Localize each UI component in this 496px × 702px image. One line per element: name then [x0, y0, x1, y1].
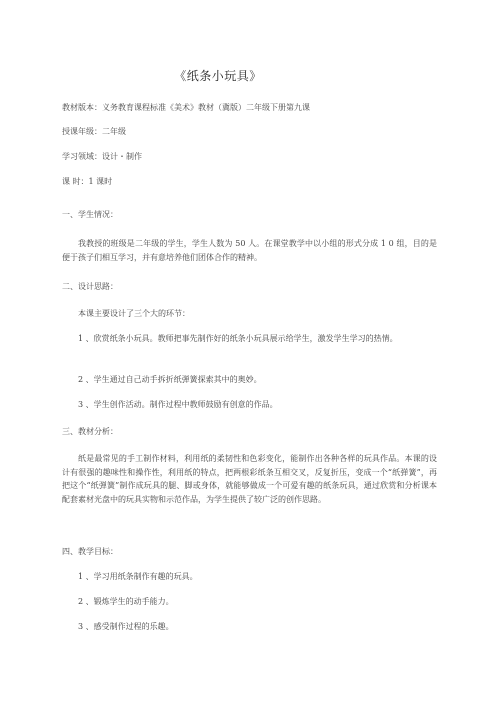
section-text-material: 纸是最常见的手工制作材料，利用纸的柔韧性和色彩变化，能制作出各种各样的玩具作品。本课的设计有很强的趣味性和操作性，利用纸的特点，把两根彩纸条互相交叉，反复折压，变成一个“纸弹簧”，再把这个“纸弹簧”制作成玩具的腿、脚或身体，就能够做成一个可爱有趣的纸条玩具，通过欣赏和分析课本配套素材光盘中的玩具实物和示范作品，为学生提供了较广泛的创作思路。	[62, 454, 437, 504]
design-item-1: 1 、欣赏纸条小玩具。教师把事先制作好的纸条小玩具展示给学生，激发学生学习的热情。	[78, 334, 398, 343]
design-item-3: 3 、学生创作活动。制作过程中教师鼓励有创意的作品。	[78, 400, 278, 409]
meta-grade: 授课年级：二年级	[62, 127, 126, 136]
section-text-students: 我教授的班级是二年级的学生，学生人数为 50 人。在课堂教学中以小组的形式分成 1 0 组，目的是便于孩子们相互学习，并有意培养他们团体合作的精神。	[62, 239, 437, 262]
design-intro: 本课主要设计了三个大的环节：	[78, 309, 190, 318]
document-title: 《纸条小玩具》	[174, 69, 262, 83]
meta-hours: 课 时：1 课时	[62, 177, 113, 186]
section-heading-goals: 四、教学目标：	[62, 547, 118, 556]
meta-domain: 学习领域：设计・制作	[62, 152, 142, 161]
goal-item-1: 1 、学习用纸条制作有趣的玩具。	[78, 572, 198, 581]
design-item-2: 2 、学生通过自己动手拆折纸弹簧探索其中的奥妙。	[78, 375, 262, 384]
section-heading-students: 一、学生情况：	[62, 210, 118, 219]
section-heading-design: 二、设计思路：	[62, 282, 118, 291]
goal-item-3: 3 、感受制作过程的乐趣。	[78, 622, 174, 631]
meta-edition: 教材版本：义务教育课程标准《美术》教材（冀版）二年级下册第九课	[62, 103, 310, 112]
section-heading-material: 三、教材分析：	[62, 427, 118, 436]
goal-item-2: 2 、锻炼学生的动手能力。	[78, 597, 174, 606]
